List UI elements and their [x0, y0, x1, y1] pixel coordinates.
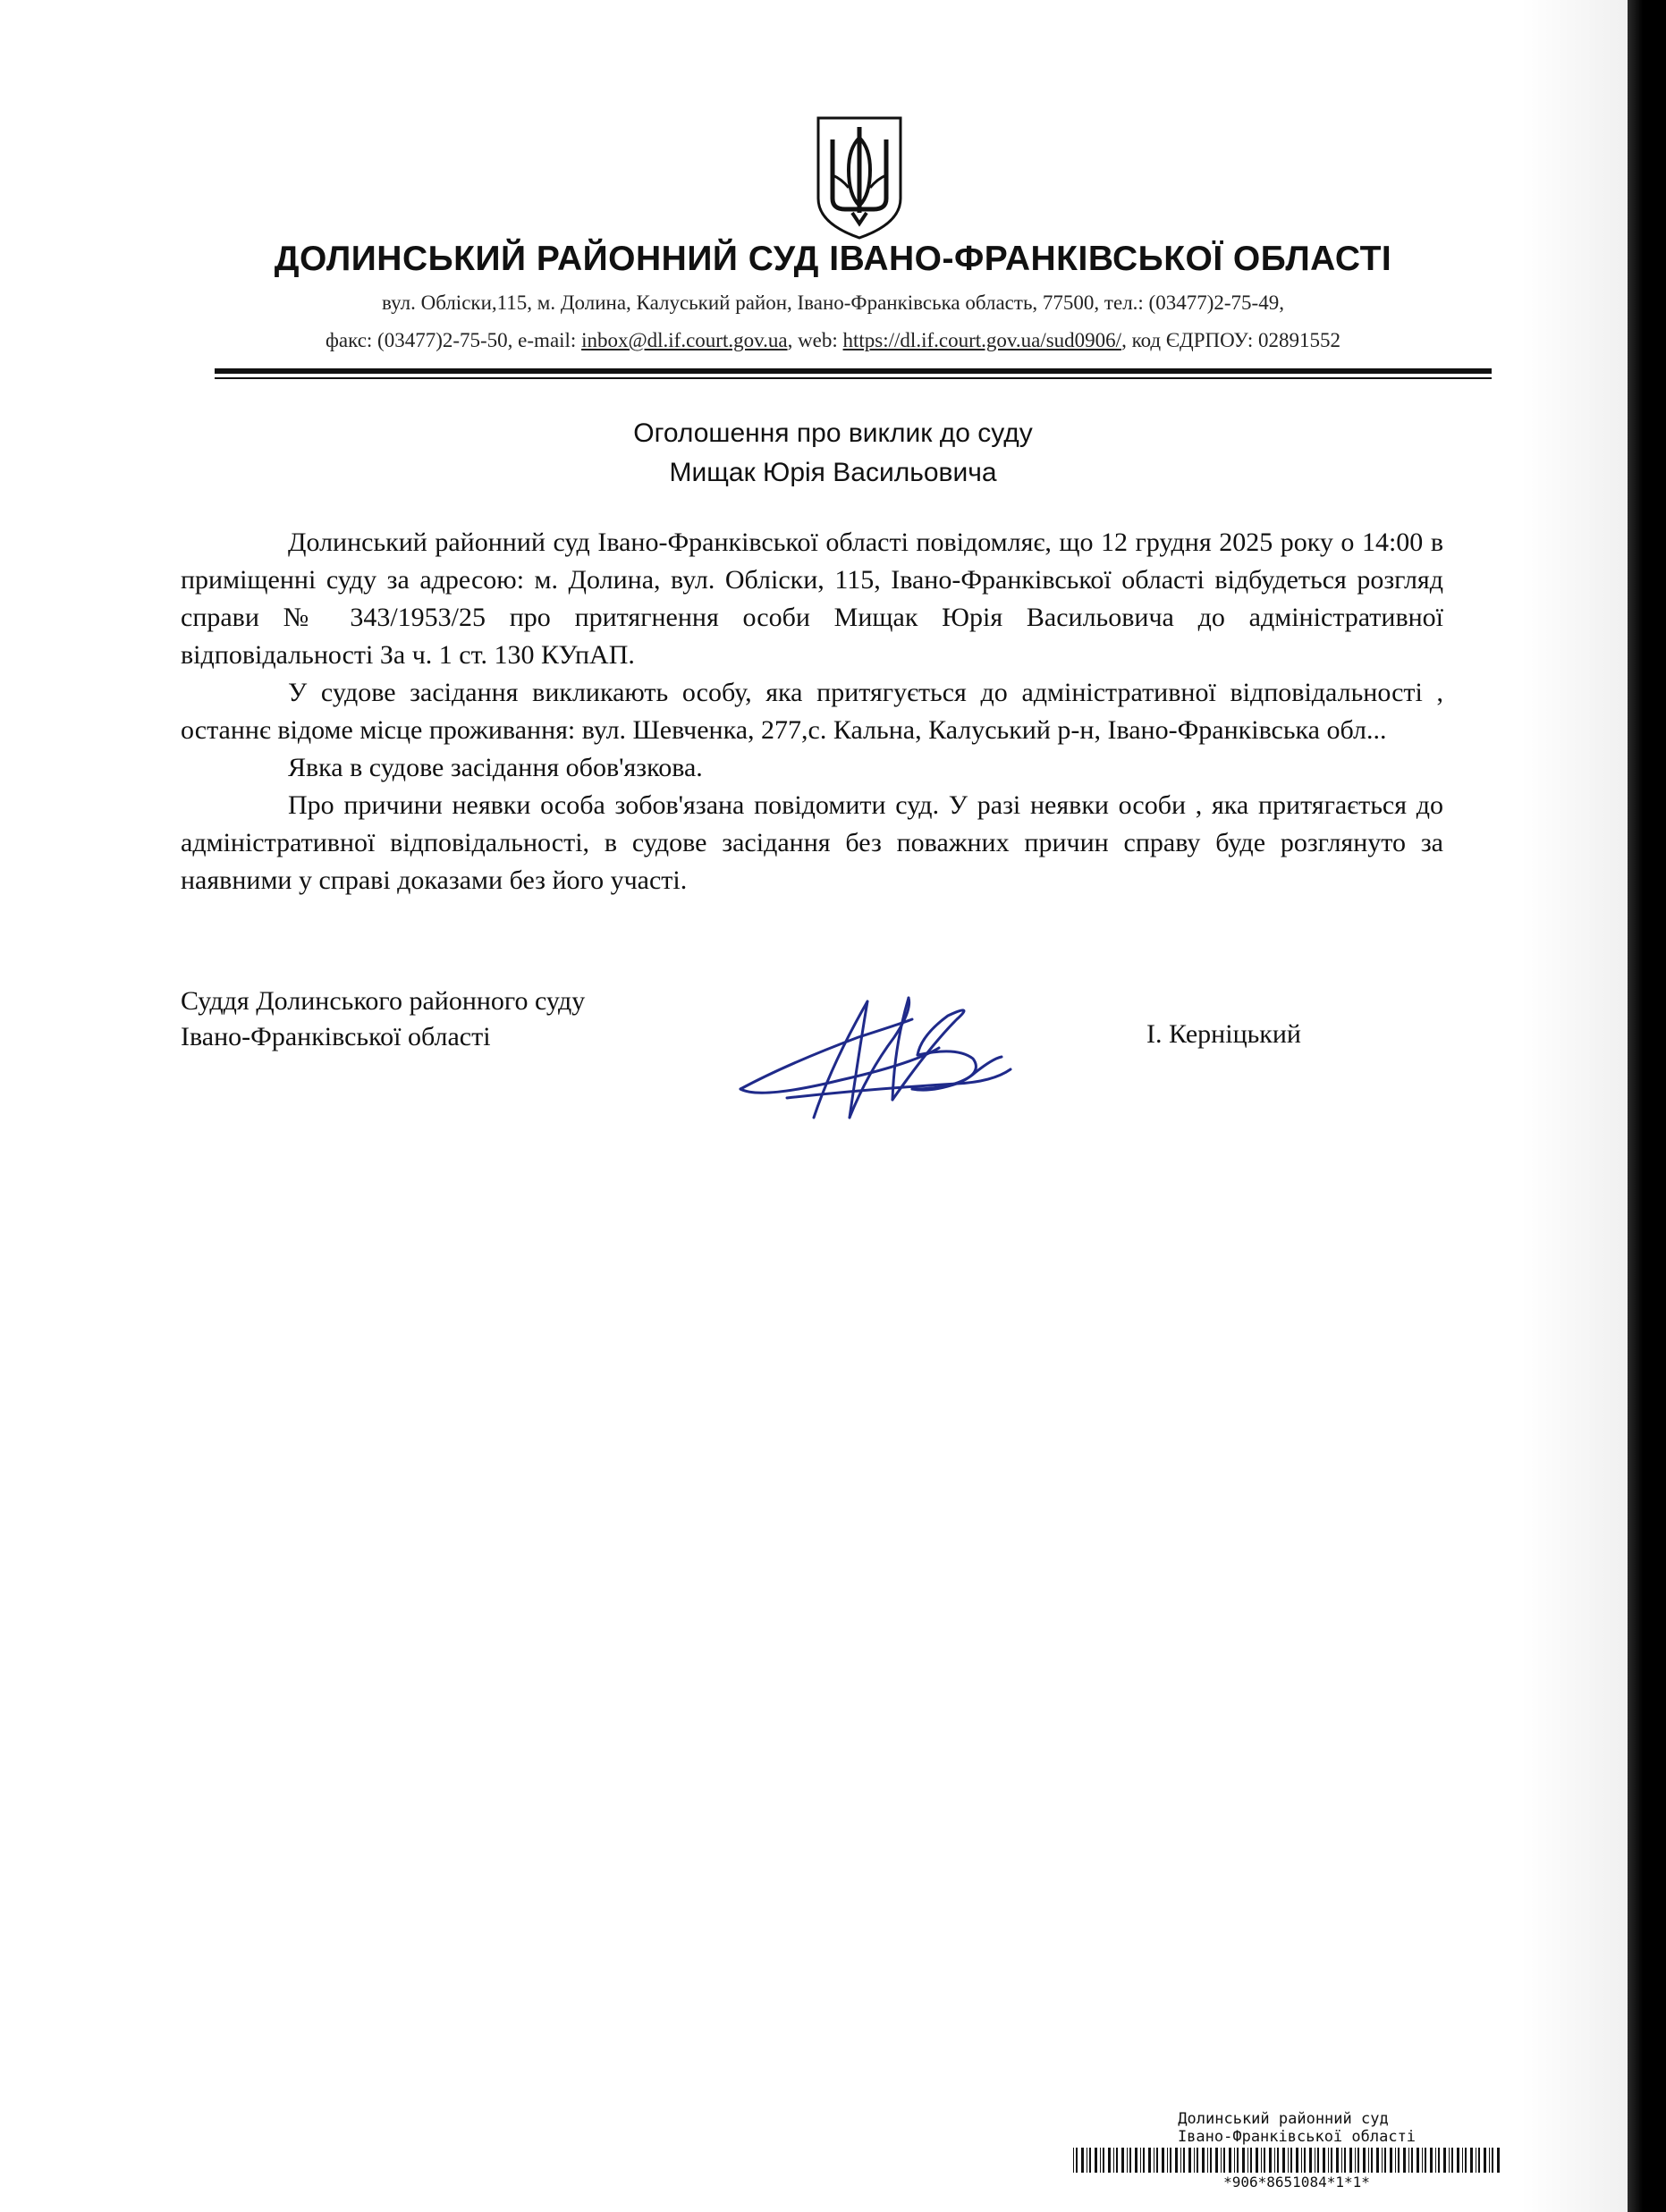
barcode-bar — [1398, 2148, 1400, 2173]
barcode-bar — [1175, 2148, 1178, 2173]
barcode-bar — [1223, 2148, 1225, 2173]
barcode-bar — [1256, 2148, 1258, 2173]
barcode-bar — [1408, 2148, 1409, 2173]
barcode-bar — [1162, 2148, 1164, 2173]
barcode-bar — [1210, 2148, 1212, 2173]
barcode-bar — [1349, 2148, 1352, 2173]
barcode-bar — [1188, 2148, 1191, 2173]
barcode-bar — [1465, 2148, 1467, 2173]
barcode-bar — [1317, 2148, 1319, 2173]
barcode-bar — [1202, 2148, 1205, 2173]
paragraph-absence: Про причини неявки особа зобов'язана повідомити суд. У разі неявки особи , яка притягається до адміністративної відповідальності, в судове засідання без поважних причин справу буде розглянуто за наявними у справі доказами без його участі. — [181, 790, 1443, 895]
barcode-bar — [1197, 2148, 1198, 2173]
barcode-bar — [1484, 2148, 1486, 2173]
barcode-bar — [1470, 2148, 1473, 2173]
barcode-bar — [1489, 2148, 1490, 2173]
barcode-bar — [1116, 2148, 1118, 2173]
barcode-bar — [1296, 2148, 1298, 2173]
barcode-bar — [1443, 2148, 1446, 2173]
barcode-bar — [1301, 2148, 1302, 2173]
barcode-bar — [1135, 2148, 1137, 2173]
barcode-bar — [1140, 2148, 1141, 2173]
barcode-bar — [1250, 2148, 1252, 2173]
barcode-bar — [1497, 2148, 1500, 2173]
barcode-bar — [1277, 2148, 1279, 2173]
barcode-bar — [1435, 2148, 1436, 2173]
barcode-bar — [1449, 2148, 1450, 2173]
barcode-bar — [1229, 2148, 1231, 2173]
barcode-bar — [1390, 2148, 1392, 2173]
barcode-bar — [1451, 2148, 1453, 2173]
barcode-number: *906*8651084*1*1* — [1223, 2174, 1370, 2191]
notice-body — [181, 524, 1443, 899]
barcode-bar — [1425, 2148, 1426, 2173]
judge-name: І. Керніцький — [1146, 1019, 1301, 1049]
barcode-bar — [1242, 2148, 1245, 2173]
barcode-bar — [1288, 2148, 1289, 2173]
barcode-bar — [1395, 2148, 1396, 2173]
notice-subject: Мищак Юрія Васильовича — [669, 458, 997, 487]
barcode-bar — [1368, 2148, 1369, 2173]
barcode-bar — [1304, 2148, 1306, 2173]
barcode-bar — [1331, 2148, 1332, 2173]
barcode-bar — [1121, 2148, 1124, 2173]
barcode-bar — [1309, 2148, 1312, 2173]
barcode-bar — [1403, 2148, 1406, 2173]
barcode-bar — [1089, 2148, 1091, 2173]
barcode-bar — [1376, 2148, 1379, 2173]
registration-stamp — [1073, 2110, 1520, 2191]
barcode-bar — [1274, 2148, 1275, 2173]
web-link[interactable]: https://dl.if.court.gov.ua/sud0906/ — [842, 329, 1122, 351]
signature-icon — [733, 984, 1028, 1136]
barcode-bar — [1237, 2148, 1239, 2173]
barcode-bar — [1430, 2148, 1433, 2173]
barcode-bar — [1264, 2148, 1265, 2173]
barcode-bar — [1417, 2148, 1419, 2173]
barcode-bar — [1328, 2148, 1329, 2173]
barcode-bar — [1234, 2148, 1235, 2173]
paragraph-summons: У судове засідання викликають особу, яка притягується до адміністративної відповідальності , останнє відоме місце проживання: вул. Шевченка, 277,с. Кальна, Калуський р-н, Івано-Франківська обл... — [181, 678, 1443, 745]
barcode-bar — [1247, 2148, 1248, 2173]
paragraph-hearing: Долинський районний суд Івано-Франківської області повідомляє, що 12 грудня 2025 року о 14:00 в приміщенні суду за адресою: м. Долина, вул. Обліски, 115, Івано-Франківської області відбудеться розгляд справи № 343/1953/25 про притягнення особи Мищак Юрія Васильовича до адміністративної відповідальності За ч. 1 ст. 130 КУпАП. — [181, 528, 1443, 670]
email-link[interactable]: inbox@dl.if.court.gov.ua — [581, 329, 788, 351]
barcode-bar — [1355, 2148, 1356, 2173]
barcode-bar — [1344, 2148, 1346, 2173]
judge-position-line2: Івано-Франківської області — [181, 1022, 491, 1051]
header-divider — [215, 368, 1492, 374]
barcode — [1073, 2148, 1502, 2173]
barcode-bar — [1073, 2148, 1074, 2173]
header-divider-thin — [215, 377, 1492, 379]
barcode-bar — [1129, 2148, 1131, 2173]
judge-position — [181, 984, 585, 1055]
barcode-bar — [1422, 2148, 1423, 2173]
barcode-bar — [1100, 2148, 1101, 2173]
barcode-bar — [1095, 2148, 1097, 2173]
barcode-bar — [1462, 2148, 1463, 2173]
barcode-bar — [1156, 2148, 1158, 2173]
barcode-bar — [1363, 2148, 1366, 2173]
fax-label: факс: (03477)2-75-50, e-mail: — [325, 329, 582, 351]
barcode-bar — [1207, 2148, 1208, 2173]
barcode-bar — [1384, 2148, 1386, 2173]
court-address: вул. Обліски,115, м. Долина, Калуський район, Івано-Франківська область, 77500, тел.: (03477)2-75-49, — [382, 291, 1284, 314]
barcode-bar — [1438, 2148, 1440, 2173]
edrpou-code: , код ЄДРПОУ: 02891552 — [1121, 329, 1341, 351]
court-contacts — [0, 329, 1666, 352]
barcode-bar — [1492, 2148, 1493, 2173]
barcode-bar — [1261, 2148, 1262, 2173]
barcode-bar — [1411, 2148, 1413, 2173]
barcode-bar — [1108, 2148, 1111, 2173]
barcode-bar — [1357, 2148, 1359, 2173]
barcode-bar — [1148, 2148, 1151, 2173]
barcode-bar — [1341, 2148, 1342, 2173]
barcode-bar — [1180, 2148, 1181, 2173]
barcode-bar — [1323, 2148, 1325, 2173]
barcode-bar — [1336, 2148, 1339, 2173]
barcode-bar — [1103, 2148, 1104, 2173]
barcode-bar — [1290, 2148, 1292, 2173]
barcode-bar — [1282, 2148, 1285, 2173]
barcode-bar — [1215, 2148, 1218, 2173]
notice-title: Оголошення про виклик до суду — [633, 418, 1033, 448]
barcode-bar — [1143, 2148, 1145, 2173]
barcode-bar — [1382, 2148, 1383, 2173]
barcode-bar — [1269, 2148, 1272, 2173]
barcode-bar — [1194, 2148, 1195, 2173]
paragraph-attendance: Явка в судове засідання обов'язкова. — [288, 753, 703, 782]
barcode-bar — [1167, 2148, 1168, 2173]
barcode-bar — [1221, 2148, 1222, 2173]
court-name: ДОЛИНСЬКИЙ РАЙОННИЙ СУД ІВАНО-ФРАНКІВСЬКОЇ ОБЛАСТІ — [274, 240, 1392, 278]
coat-of-arms-icon — [813, 113, 906, 241]
barcode-bar — [1478, 2148, 1480, 2173]
stamp-region: Івано-Франківської області — [1177, 2128, 1417, 2146]
barcode-bar — [1081, 2148, 1084, 2173]
barcode-bar — [1371, 2148, 1373, 2173]
barcode-bar — [1127, 2148, 1128, 2173]
barcode-bar — [1076, 2148, 1078, 2173]
web-label: , web: — [787, 329, 843, 351]
stamp-court-name: Долинський районний суд — [1178, 2110, 1389, 2128]
barcode-bar — [1183, 2148, 1185, 2173]
barcode-bar — [1113, 2148, 1114, 2173]
barcode-bar — [1170, 2148, 1171, 2173]
barcode-bar — [1457, 2148, 1459, 2173]
judge-position-line1: Суддя Долинського районного суду — [181, 986, 586, 1016]
